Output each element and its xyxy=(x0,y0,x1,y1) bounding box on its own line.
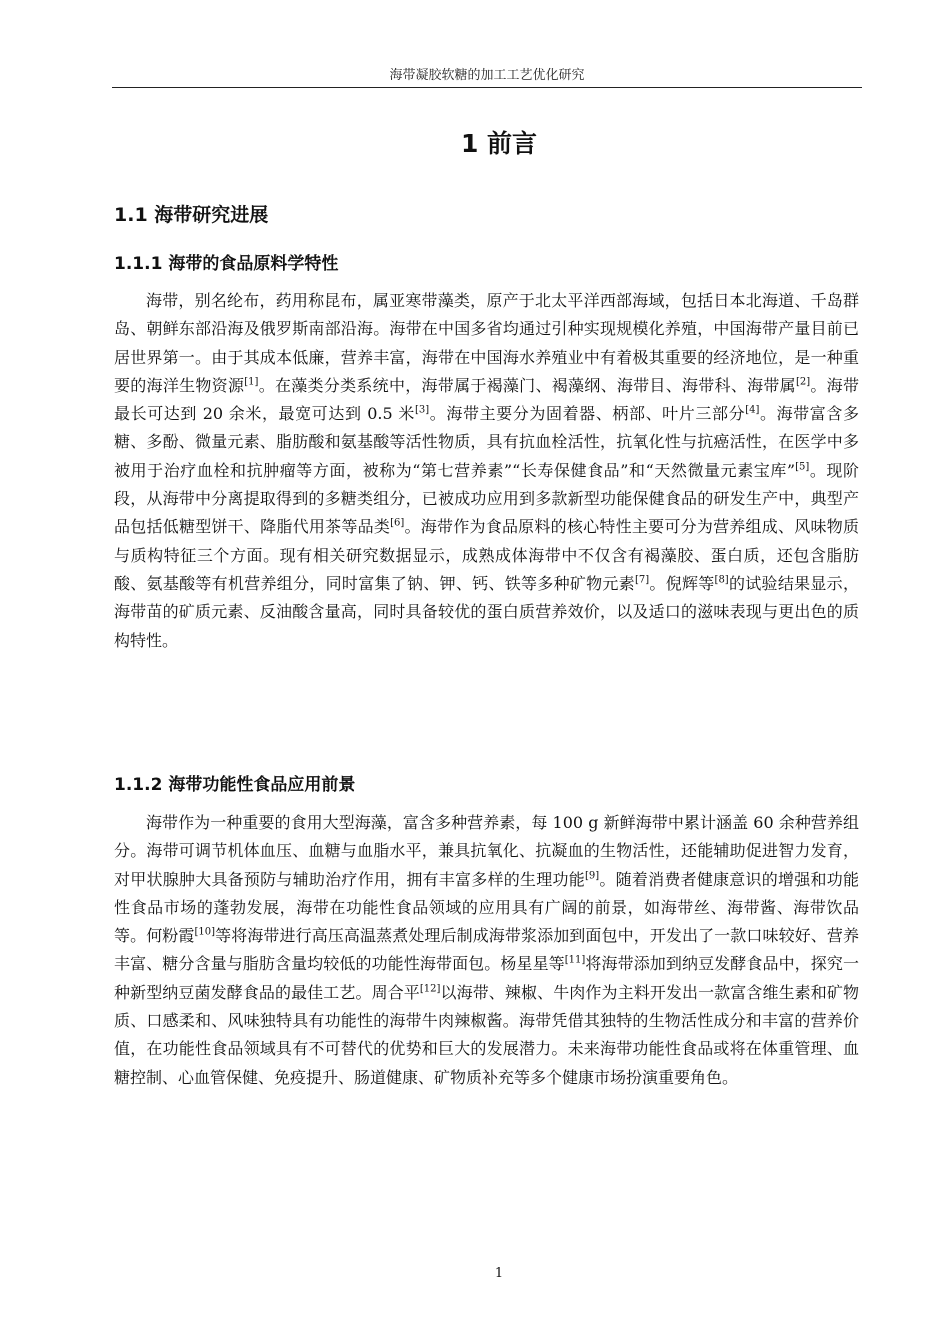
citation-ref: [4] xyxy=(745,404,760,416)
citation-ref: [6] xyxy=(390,518,405,530)
chapter-title: 1 前言 xyxy=(460,129,538,158)
header-rule xyxy=(112,87,862,88)
paragraph-text: 海带，别名纶布，药用称昆布，属亚寒带藻类，原产于北太平洋西部海域，包括日本北海道、千岛群岛、朝鲜东部沿海及俄罗斯南部沿海。海带在中国多省均通过引种实现规模化养殖，中国海带产量目前已居世界第一。由于其成本低廉，营养丰富，海带在中国海水养殖业中有着极其重要的经济地位，是一种重要的海洋生物资源 xyxy=(114,291,859,395)
paragraph-text: 海带作为一种重要的食用大型海藻，富含多种营养素，每 100 g 新鲜海带中累计涵盖 60 余种营养组分。海带可调节机体血压、血糖与血脂水平，兼具抗氧化、抗凝血的生物活性，还能辅助促进智力发育，对甲状腺肿大具备预防与辅助治疗作用，拥有丰富多样的生理功能 xyxy=(114,813,859,889)
paragraph-text: 。海带最长可达到 20 余米，最宽可达到 0.5 米 xyxy=(114,375,859,424)
citation-ref: [1] xyxy=(244,376,259,388)
citation-ref: [8] xyxy=(714,574,729,586)
citation-ref: [12] xyxy=(419,983,441,995)
paragraph-text: 。随着消费者健康意识的增强和功能性食品市场的蓬勃发展，海带在功能性食品领域的应用具有广阔的前景，如海带丝、海带酱、海带饮品等。何粉霞 xyxy=(114,869,859,946)
citation-ref: [10] xyxy=(194,926,216,938)
paragraph-text: 以海带、辣椒、牛肉作为主料开发出一款富含维生素和矿物质、口感柔和、风味独特具有功能性的海带牛肉辣椒酱。海带凭借其独特的生物活性成分和丰富的营养价值，在功能性食品领域具有不可替代的优势和巨大的发展潜力。未来海带功能性食品或将在体重管理、血糖控制、心血管保健、免疫提升、肠道健康、矿物质补充等多个健康市场扮演重要角色。 xyxy=(114,982,859,1087)
paragraph-text: 的试验结果显示，海带苗的矿质元素、反油酸含量高，同时具备较优的蛋白质营养效价，以及适口的滋味表现与更出色的质构特性。 xyxy=(114,573,859,650)
citation-ref: [3] xyxy=(414,404,430,416)
paragraph-text: 等将海带进行高压高温蒸煮处理后制成海带浆添加到面包中，开发出了一款口味较好、营养丰富、糖分含量与脂肪含量均较低的功能性海带面包。杨星星等 xyxy=(114,926,859,974)
paragraph-text: 将海带添加到纳豆发酵食品中，探究一种新型纳豆菌发酵食品的最佳工艺。周合平 xyxy=(114,954,859,1002)
citation-ref: [2] xyxy=(795,376,811,388)
citation-ref: [9] xyxy=(584,870,600,882)
subsection-title-1-1-2: 1.1.2 海带功能性食品应用前景 xyxy=(114,775,356,795)
body-paragraph-2 xyxy=(114,809,859,1092)
citation-ref: [5] xyxy=(795,461,810,473)
page-number: 1 xyxy=(494,1266,504,1281)
running-header: 海带凝胶软糖的加工工艺优化研究 xyxy=(389,68,585,83)
paragraph-text: 。海带主要分为固着器、柄部、叶片三部分 xyxy=(429,404,746,424)
subsection-title-1-1-1: 1.1.1 海带的食品原料学特性 xyxy=(114,254,339,274)
paragraph-text: 。倪辉等 xyxy=(649,573,715,593)
paragraph-text: 。现阶段，从海带中分离提取得到的多糖类组分，已被成功应用到多款新型功能保健食品的研发生产中，典型产品包括低糖型饼干、降脂代用茶等品类 xyxy=(114,460,859,537)
paragraph-text: 。海带作为食品原料的核心特性主要可分为营养组成、风味物质与质构特征三个方面。现有相关研究数据显示，成熟成体海带中不仅含有褐藻胶、蛋白质，还包含脂肪酸、氨基酸等有机营养组分，同时富集了钠、钾、钙、铁等多种矿物元素 xyxy=(114,517,859,593)
citation-ref: [7] xyxy=(634,574,650,586)
paragraph-text: 。在藻类分类系统中，海带属于褐藻门、褐藻纲、海带目、海带科、海带属 xyxy=(258,375,796,395)
paragraph-text: 。海带富含多糖、多酚、微量元素、脂肪酸和氨基酸等活性物质，具有抗血栓活性，抗氧化性与抗癌活性，在医学中多被用于治疗血栓和抗肿瘤等方面，被称为“第七营养素”“长寿保健食品”和“天然微量元素宝库” xyxy=(114,404,859,480)
citation-ref: [11] xyxy=(564,955,586,967)
section-title-1-1: 1.1 海带研究进展 xyxy=(114,204,269,226)
body-paragraph-1 xyxy=(114,287,859,655)
